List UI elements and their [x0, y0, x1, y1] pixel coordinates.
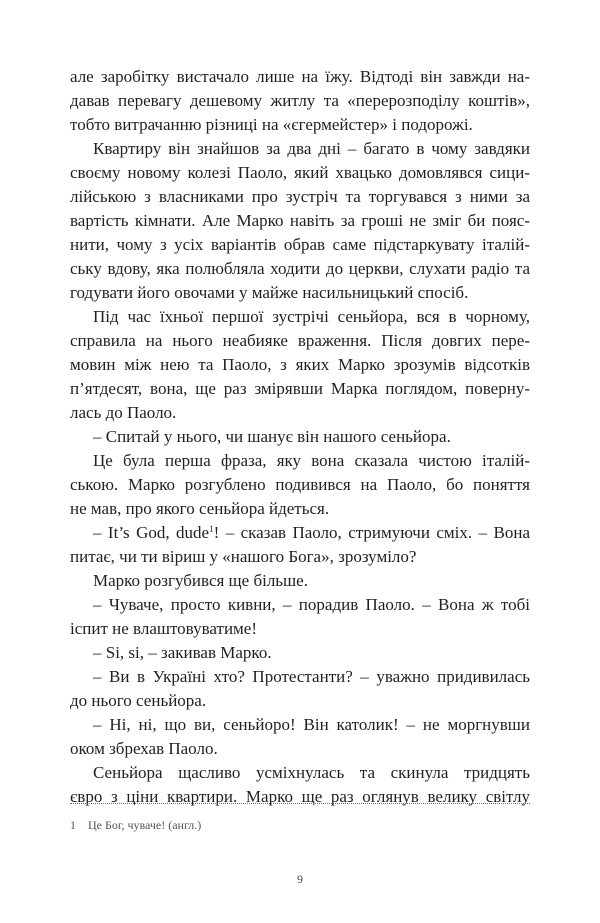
text-line [70, 65, 530, 89]
text-line-content: – Ви в Україні хто? Протестанти? – уважно придивилась [93, 667, 530, 686]
text-line-content: Марко розгубився ще більше. [93, 571, 308, 590]
text-line [70, 785, 530, 809]
text-line [70, 545, 530, 569]
text-line [70, 401, 530, 425]
text-line [70, 593, 530, 617]
text-line [70, 665, 530, 689]
text-line-content: ську вдову, яка полюбляла ходити до церкви, слухати радіо та [70, 259, 530, 278]
text-line-content: Це була перша фраза, яку вона сказала чистою італій- [93, 451, 530, 470]
text-line-content: мовин між нею та Паоло, з яких Марко зрозумів відсотків [70, 355, 530, 374]
text-line-content: євро з ціни квартири. Марко ще раз оглянув велику світлу [70, 787, 530, 806]
footnote-reference: 1 [209, 524, 214, 534]
text-line [70, 617, 530, 641]
text-line-content: тобто витрачанню різниці на «єгермейстер» і подорожі. [70, 115, 473, 134]
footnote-number: 1 [70, 818, 76, 832]
text-line-content: Квартиру він знайшов за два дні – багато в чому завдяки [93, 139, 530, 158]
text-line [70, 353, 530, 377]
text-line [70, 89, 530, 113]
text-line [70, 473, 530, 497]
text-line-content: давав перевагу дешевому житлу та «перерозподілу коштів», [70, 91, 530, 110]
text-line [70, 761, 530, 785]
text-line [70, 425, 530, 449]
text-line [70, 233, 530, 257]
text-line-content: але заробітку вистачало лише на їжу. Відтоді він завжди на- [70, 67, 530, 86]
body-text [70, 65, 530, 809]
text-line-content: лась до Паоло. [70, 403, 177, 422]
text-line-content: – Ні, ні, що ви, сеньйоро! Він католик! – не моргнувши [93, 715, 530, 734]
text-line [70, 641, 530, 665]
text-line-content: ською. Марко розгублено подивився на Паоло, бо поняття [70, 475, 530, 494]
footnote-text: Це Бог, чуваче! (англ.) [88, 818, 202, 832]
text-line-content: – Чуваче, просто кивни, – порадив Паоло. – Вона ж тобі [93, 595, 530, 614]
text-line [70, 257, 530, 281]
text-line [70, 209, 530, 233]
text-line-content: вартість кімнати. Але Марко навіть за гроші не зміг би пояс- [70, 211, 530, 230]
text-line [70, 137, 530, 161]
text-line-content: годувати його овочами у майже насильницький спосіб. [70, 283, 469, 302]
text-line-content: не мав, про якого сеньйора йдеться. [70, 499, 330, 518]
text-line [70, 329, 530, 353]
text-line [70, 713, 530, 737]
text-line-content: своєму новому колезі Паоло, який хвацько домовлявся сици- [70, 163, 530, 182]
text-line-content: Сеньйора щасливо усміхнулась та скинула тридцять [93, 763, 530, 782]
text-line-content: до нього сеньйора. [70, 691, 207, 710]
footnote-divider [70, 803, 530, 804]
text-line-content: Під час їхньої першої зустрічі сеньйора, вся в чорному, [93, 307, 530, 326]
text-line-content: п’ятдесят, вона, ще раз змірявши Марка поглядом, поверну- [70, 379, 530, 398]
text-line [70, 689, 530, 713]
text-line-content: – Si, si, – закивав Марко. [93, 643, 272, 662]
text-line-content: питає, чи ти віриш у «нашого Бога», зрозуміло? [70, 547, 417, 566]
text-line [70, 497, 530, 521]
text-line [70, 281, 530, 305]
text-line-content: – It’s God, dude [93, 523, 210, 542]
text-line [70, 521, 530, 545]
text-line-content: оком збрехав Паоло. [70, 739, 218, 758]
text-line [70, 113, 530, 137]
text-line-content: справила на нього неабияке враження. Після довгих пере- [70, 331, 530, 350]
page-number: 9 [297, 872, 303, 886]
text-line [70, 377, 530, 401]
text-line [70, 737, 530, 761]
text-line-content: ! – сказав Паоло, стримуючи сміх. – Вона [213, 523, 531, 542]
text-line [70, 305, 530, 329]
text-line-content: іспит не влаштовуватиме! [70, 619, 258, 638]
text-line-content: лійською з власниками про зустріч та торгувався з ними за [70, 187, 530, 206]
text-line-content: – Спитай у нього, чи шанує він нашого сеньйора. [93, 427, 451, 446]
text-line [70, 161, 530, 185]
footnote [70, 818, 201, 833]
text-line [70, 449, 530, 473]
text-line [70, 569, 530, 593]
text-line [70, 185, 530, 209]
text-line-content: нити, чому з усіх варіантів обрав саме підстаркувату італій- [70, 235, 530, 254]
